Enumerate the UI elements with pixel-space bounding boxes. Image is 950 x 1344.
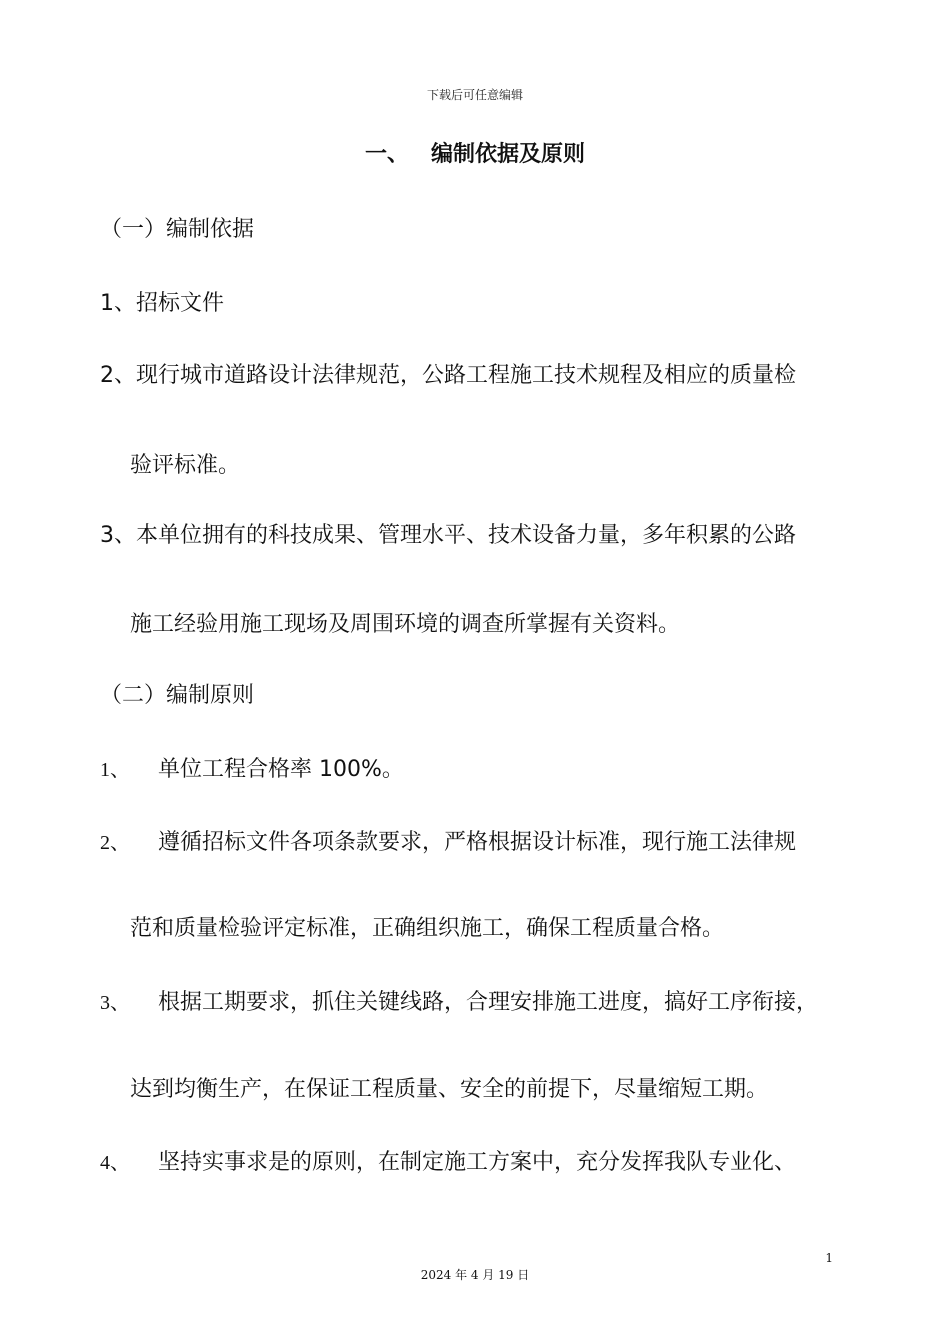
subsection-heading-principles: （二）编制原则: [100, 683, 255, 708]
item-text: 遵循招标文件各项条款要求，严格根据设计标准，现行施工法律规: [158, 830, 797, 855]
list-item: [100, 358, 796, 389]
item-text: 根据工期要求，抓住关键线路，合理安排施工进度，搞好工序衔接，: [158, 990, 819, 1015]
item-continuation: 验评标准。: [130, 453, 241, 478]
item-marker: 4、: [100, 1152, 130, 1174]
list-item: [100, 1145, 796, 1176]
item-text: 招标文件: [136, 291, 225, 316]
section-title: [0, 137, 950, 168]
item-marker: 2、: [100, 363, 136, 388]
list-item: [100, 286, 224, 317]
item-continuation: 达到均衡生产，在保证工程质量、安全的前提下，尽量缩短工期。: [130, 1077, 769, 1102]
list-item: [100, 752, 404, 783]
item-marker: 1、: [100, 759, 130, 781]
item-marker: 1、: [100, 291, 136, 316]
item-marker: 3、: [100, 992, 130, 1014]
item-marker: 3、: [100, 523, 136, 548]
item-continuation: 范和质量检验评定标准，正确组织施工，确保工程质量合格。: [130, 916, 725, 941]
item-text: 坚持实事求是的原则，在制定施工方案中，充分发挥我队专业化、: [158, 1150, 797, 1175]
item-text: 本单位拥有的科技成果、管理水平、技术设备力量，多年积累的公路: [136, 523, 797, 548]
title-number: 一、: [364, 142, 409, 167]
list-item: [100, 825, 796, 856]
title-text: 编制依据及原则: [431, 142, 586, 167]
subsection-heading-basis: （一）编制依据: [100, 217, 255, 242]
item-marker: 2、: [100, 832, 130, 854]
footer-date: 2024 年 4 月 19 日: [420, 1268, 530, 1282]
item-text: 现行城市道路设计法律规范，公路工程施工技术规程及相应的质量检: [136, 363, 797, 388]
header-note: 下载后可任意编辑: [426, 88, 523, 102]
list-item: [100, 985, 818, 1016]
item-text: 单位工程合格率 100%。: [158, 757, 404, 782]
list-item: [100, 518, 796, 549]
item-continuation: 施工经验用施工现场及周围环境的调查所掌握有关资料。: [130, 612, 681, 637]
page-number: 1: [825, 1251, 833, 1265]
